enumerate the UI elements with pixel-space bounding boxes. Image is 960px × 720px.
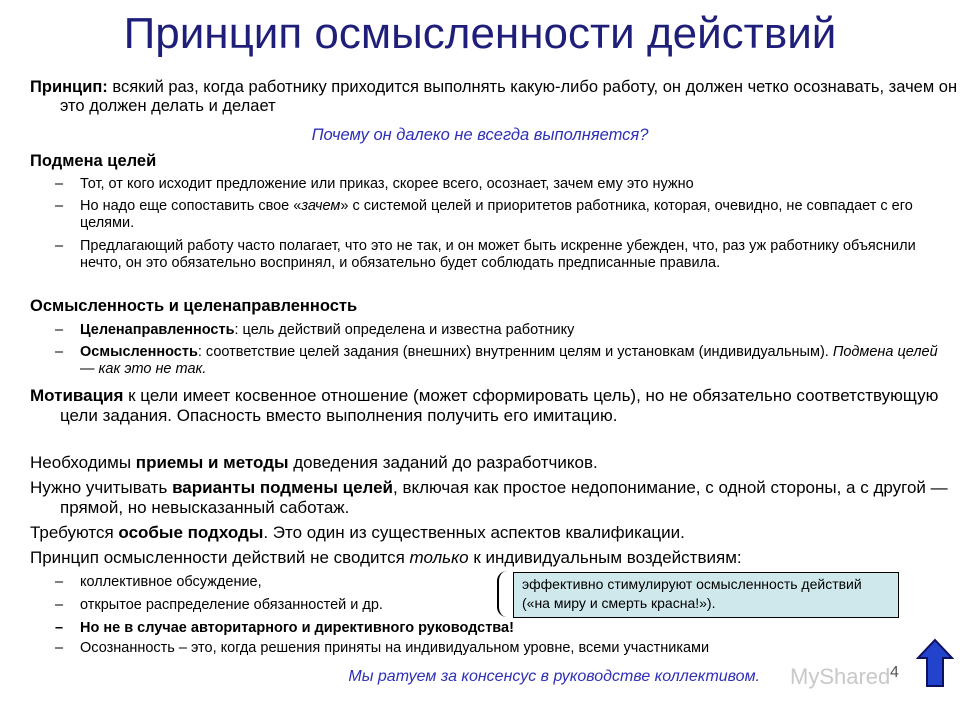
principle-paragraph	[30, 78, 960, 116]
footer-line: Мы ратуем за консенсус в руководстве коллективом.	[348, 668, 760, 685]
dash-marker: –	[55, 620, 64, 636]
paragraph-text: . Это один из существенных аспектов квалификации.	[263, 523, 685, 542]
list-item-note: Подмена целей — как это не так.	[80, 344, 938, 377]
list-item-text: Тот, от кого исходит предложение или приказ, скорее всего, осознает, зачем ему это нужно	[80, 176, 694, 192]
list-item-text: Осознанность – это, когда решения приняты на индивидуальном уровне, всеми участниками	[80, 640, 710, 656]
term: Мотивация	[30, 386, 124, 405]
list-item-text: Но надо еще сопоставить свое «	[80, 198, 302, 214]
dash-marker: –	[55, 574, 64, 590]
special-approaches-line	[30, 523, 930, 543]
term: варианты подмены целей	[172, 478, 394, 497]
paragraph-text: Требуются	[30, 523, 119, 542]
paragraph-text: Нужно учитывать	[30, 478, 173, 497]
dash-marker: –	[55, 344, 64, 360]
dash-marker: –	[55, 238, 64, 254]
watermark-logo: MyShared	[790, 664, 891, 689]
paragraph-text: к индивидуальным воздействиям:	[468, 548, 742, 567]
section-heading-substitution: Подмена целей	[30, 152, 157, 170]
curly-brace	[497, 571, 513, 617]
list-item	[55, 344, 940, 378]
term: Целенаправленность	[80, 322, 235, 338]
dash-marker: –	[55, 322, 64, 338]
paragraph-text: Необходимы	[30, 453, 136, 472]
list-item-text: : цель действий определена и известна работнику	[234, 322, 575, 338]
page-number: 4	[890, 664, 899, 681]
term: приемы и методы	[135, 453, 289, 472]
dash-marker: –	[55, 640, 64, 656]
motivation-paragraph	[30, 386, 960, 426]
paragraph-text: Принцип осмысленности действий не сводится	[30, 548, 410, 567]
list-item	[55, 322, 940, 339]
paragraph-text: к цели имеет косвенное отношение (может сформировать цель), но не обязательно соответствующую цели задания. Опасность вместо выполнения получить его имитацию.	[60, 386, 939, 425]
dash-marker: –	[55, 176, 64, 192]
list-item-text: » с системой целей и приоритетов работника, которая, очевидно, не совпадает с его целями.	[80, 198, 913, 231]
variants-paragraph	[30, 478, 960, 518]
list-item-text: Предлагающий работу часто полагает, что это не так, и он может быть искренне убежден, что, раз уж работнику объяснили нечто, он это обязательно воспринял, и обязательно будет соблюдать предписанные правила.	[80, 238, 916, 271]
list-item	[55, 176, 940, 193]
term: особые подходы	[118, 523, 264, 542]
list-item	[55, 198, 940, 232]
arrow-up-icon[interactable]	[916, 638, 954, 688]
paragraph-text: доведения заданий до разработчиков.	[288, 453, 598, 472]
slide-title: Принцип осмысленности действий	[123, 9, 837, 58]
methods-line	[30, 453, 930, 473]
term: Осмысленность	[80, 344, 198, 360]
question-line: Почему он далеко не всегда выполняется?	[311, 126, 649, 144]
principle-scope-line	[30, 548, 930, 568]
section-heading-meaningfulness: Осмысленность и целенаправленность	[30, 297, 358, 315]
list-item-text: коллективное обсуждение,	[80, 574, 262, 590]
list-item	[55, 640, 940, 657]
emphasis: только	[409, 548, 469, 567]
list-item-text: открытое распределение обязанностей и др.	[80, 597, 383, 613]
callout-box: эффективно стимулируют осмысленность действий («на миру и смерть красна!»).	[513, 572, 899, 618]
list-item-text: Но не в случае авторитарного и директивного руководства!	[80, 620, 514, 636]
list-item	[55, 238, 940, 272]
paragraph-text: , включая как простое недопонимание, с одной стороны, а с другой — прямой, но невысказанный саботаж.	[60, 478, 948, 517]
list-item-text: : соответствие целей задания (внешних) внутренним целям и установкам (индивидуальным).	[197, 344, 833, 360]
list-item	[55, 620, 940, 637]
list-item-emphasis: зачем	[301, 198, 341, 214]
principle-text: всякий раз, когда работнику приходится выполнять какую-либо работу, он должен четко осознавать, зачем он это должен делать и делает	[60, 78, 958, 115]
dash-marker: –	[55, 597, 64, 613]
dash-marker: –	[55, 198, 64, 214]
principle-label: Принцип:	[30, 78, 108, 96]
